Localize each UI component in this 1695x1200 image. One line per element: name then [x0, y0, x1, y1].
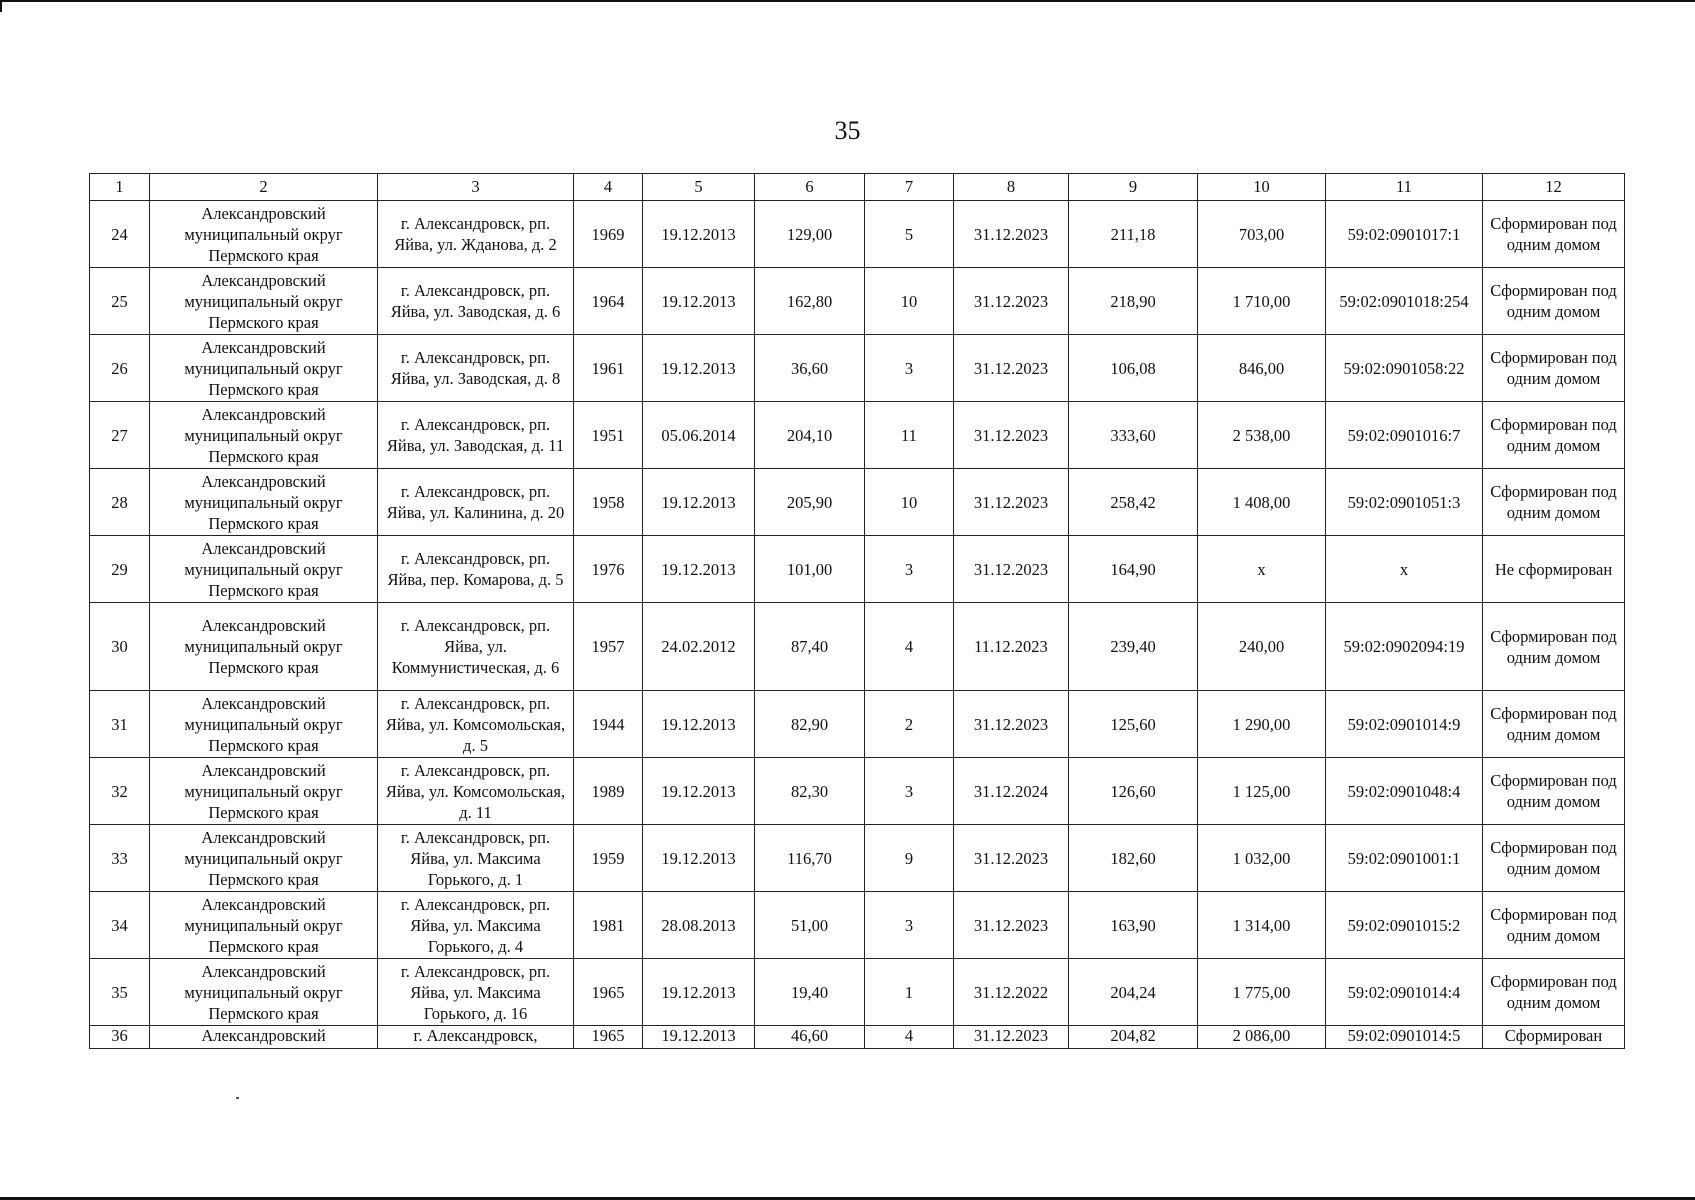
count-cell: 3 [865, 758, 954, 825]
header-cell: 6 [755, 174, 865, 201]
header-cell: 8 [954, 174, 1069, 201]
area-total-cell: 333,60 [1069, 402, 1198, 469]
address-cell: г. Александровск, рп. Яйва, ул. Максима Горького, д. 16 [378, 959, 574, 1026]
year-built-cell: 1951 [574, 402, 643, 469]
area-cell: 51,00 [755, 892, 865, 959]
year-built-cell: 1969 [574, 201, 643, 268]
date-cell: 19.12.2013 [643, 201, 755, 268]
date-cell: 19.12.2013 [643, 268, 755, 335]
row-number-cell: 32 [90, 758, 150, 825]
row-number-cell: 25 [90, 268, 150, 335]
land-status-cell: Сформирован под одним домом [1483, 959, 1625, 1026]
land-area-cell: х [1198, 536, 1326, 603]
land-status-cell: Сформирован под одним домом [1483, 335, 1625, 402]
address-cell: г. Александровск, рп. Яйва, ул. Заводская, д. 11 [378, 402, 574, 469]
cadastral-number-cell: 59:02:0901051:3 [1326, 469, 1483, 536]
area-total-cell: 106,08 [1069, 335, 1198, 402]
row-number-cell: 26 [90, 335, 150, 402]
year-built-cell: 1989 [574, 758, 643, 825]
row-number-cell: 34 [90, 892, 150, 959]
year-built-cell: 1964 [574, 268, 643, 335]
table-row [90, 469, 1625, 536]
deadline-cell: 31.12.2023 [954, 691, 1069, 758]
header-cell: 11 [1326, 174, 1483, 201]
land-area-cell: 1 125,00 [1198, 758, 1326, 825]
municipality-cell: Александровский муниципальный округ Пермского края [150, 201, 378, 268]
cadastral-number-cell: 59:02:0901001:1 [1326, 825, 1483, 892]
land-area-cell: 2 086,00 [1198, 1026, 1326, 1049]
land-area-cell: 1 314,00 [1198, 892, 1326, 959]
address-cell: г. Александровск, рп. Яйва, ул. Комсомольская, д. 5 [378, 691, 574, 758]
area-cell: 87,40 [755, 603, 865, 691]
year-built-cell: 1976 [574, 536, 643, 603]
area-total-cell: 164,90 [1069, 536, 1198, 603]
address-cell: г. Александровск, [378, 1026, 574, 1049]
year-built-cell: 1944 [574, 691, 643, 758]
table-row [90, 1026, 1625, 1049]
deadline-cell: 11.12.2023 [954, 603, 1069, 691]
municipality-cell: Александровский муниципальный округ Пермского края [150, 892, 378, 959]
table-row [90, 603, 1625, 691]
area-total-cell: 182,60 [1069, 825, 1198, 892]
area-cell: 36,60 [755, 335, 865, 402]
count-cell: 4 [865, 603, 954, 691]
year-built-cell: 1981 [574, 892, 643, 959]
row-number-cell: 24 [90, 201, 150, 268]
land-status-cell: Сформирован [1483, 1026, 1625, 1049]
cadastral-number-cell: 59:02:0901014:9 [1326, 691, 1483, 758]
area-total-cell: 125,60 [1069, 691, 1198, 758]
table-row [90, 335, 1625, 402]
header-cell: 12 [1483, 174, 1625, 201]
area-total-cell: 218,90 [1069, 268, 1198, 335]
year-built-cell: 1965 [574, 959, 643, 1026]
address-cell: г. Александровск, рп. Яйва, ул. Максима Горького, д. 4 [378, 892, 574, 959]
municipality-cell: Александровский муниципальный округ Пермского края [150, 268, 378, 335]
municipality-cell: Александровский муниципальный округ Пермского края [150, 536, 378, 603]
year-built-cell: 1959 [574, 825, 643, 892]
land-status-cell: Сформирован под одним домом [1483, 603, 1625, 691]
land-status-cell: Сформирован под одним домом [1483, 758, 1625, 825]
area-total-cell: 211,18 [1069, 201, 1198, 268]
year-built-cell: 1965 [574, 1026, 643, 1049]
deadline-cell: 31.12.2023 [954, 825, 1069, 892]
area-total-cell: 239,40 [1069, 603, 1198, 691]
count-cell: 10 [865, 268, 954, 335]
cadastral-number-cell: 59:02:0901018:254 [1326, 268, 1483, 335]
date-cell: 19.12.2013 [643, 536, 755, 603]
deadline-cell: 31.12.2023 [954, 201, 1069, 268]
municipality-cell: Александровский муниципальный округ Пермского края [150, 758, 378, 825]
date-cell: 19.12.2013 [643, 825, 755, 892]
deadline-cell: 31.12.2023 [954, 1026, 1069, 1049]
header-cell: 10 [1198, 174, 1326, 201]
row-number-cell: 27 [90, 402, 150, 469]
table-row [90, 268, 1625, 335]
count-cell: 1 [865, 959, 954, 1026]
address-cell: г. Александровск, рп. Яйва, ул. Жданова, д. 2 [378, 201, 574, 268]
address-cell: г. Александровск, рп. Яйва, пер. Комарова, д. 5 [378, 536, 574, 603]
area-cell: 129,00 [755, 201, 865, 268]
address-cell: г. Александровск, рп. Яйва, ул. Комсомольская, д. 11 [378, 758, 574, 825]
land-status-cell: Сформирован под одним домом [1483, 268, 1625, 335]
land-area-cell: 846,00 [1198, 335, 1326, 402]
count-cell: 2 [865, 691, 954, 758]
year-built-cell: 1961 [574, 335, 643, 402]
address-cell: г. Александровск, рп. Яйва, ул. Коммунистическая, д. 6 [378, 603, 574, 691]
municipality-cell: Александровский муниципальный округ Пермского края [150, 469, 378, 536]
area-total-cell: 258,42 [1069, 469, 1198, 536]
deadline-cell: 31.12.2024 [954, 758, 1069, 825]
date-cell: 19.12.2013 [643, 691, 755, 758]
scan-speck [236, 1097, 239, 1099]
municipality-cell: Александровский муниципальный округ Пермского края [150, 402, 378, 469]
deadline-cell: 31.12.2023 [954, 892, 1069, 959]
date-cell: 24.02.2012 [643, 603, 755, 691]
header-cell: 5 [643, 174, 755, 201]
municipality-cell: Александровский [150, 1026, 378, 1049]
row-number-cell: 28 [90, 469, 150, 536]
area-cell: 205,90 [755, 469, 865, 536]
land-area-cell: 2 538,00 [1198, 402, 1326, 469]
page-number: 35 [834, 116, 861, 145]
page-border-left [0, 0, 2, 12]
date-cell: 19.12.2013 [643, 469, 755, 536]
land-status-cell: Сформирован под одним домом [1483, 892, 1625, 959]
cadastral-number-cell: 59:02:0901014:5 [1326, 1026, 1483, 1049]
row-number-cell: 35 [90, 959, 150, 1026]
municipality-cell: Александровский муниципальный округ Пермского края [150, 691, 378, 758]
address-cell: г. Александровск, рп. Яйва, ул. Максима Горького, д. 1 [378, 825, 574, 892]
address-cell: г. Александровск, рп. Яйва, ул. Калинина, д. 20 [378, 469, 574, 536]
land-area-cell: 240,00 [1198, 603, 1326, 691]
date-cell: 05.06.2014 [643, 402, 755, 469]
area-cell: 162,80 [755, 268, 865, 335]
municipality-cell: Александровский муниципальный округ Пермского края [150, 825, 378, 892]
header-cell: 7 [865, 174, 954, 201]
deadline-cell: 31.12.2023 [954, 402, 1069, 469]
land-area-cell: 1 408,00 [1198, 469, 1326, 536]
cadastral-number-cell: 59:02:0901014:4 [1326, 959, 1483, 1026]
header-cell: 9 [1069, 174, 1198, 201]
header-cell: 1 [90, 174, 150, 201]
page-border-top [0, 0, 1695, 2]
area-cell: 116,70 [755, 825, 865, 892]
land-status-cell: Не сформирован [1483, 536, 1625, 603]
land-area-cell: 1 775,00 [1198, 959, 1326, 1026]
year-built-cell: 1957 [574, 603, 643, 691]
deadline-cell: 31.12.2022 [954, 959, 1069, 1026]
table-row [90, 536, 1625, 603]
area-cell: 101,00 [755, 536, 865, 603]
land-status-cell: Сформирован под одним домом [1483, 825, 1625, 892]
deadline-cell: 31.12.2023 [954, 268, 1069, 335]
date-cell: 19.12.2013 [643, 335, 755, 402]
count-cell: 10 [865, 469, 954, 536]
row-number-cell: 29 [90, 536, 150, 603]
land-status-cell: Сформирован под одним домом [1483, 691, 1625, 758]
cadastral-number-cell: 59:02:0901058:22 [1326, 335, 1483, 402]
land-area-cell: 1 032,00 [1198, 825, 1326, 892]
table-row [90, 959, 1625, 1026]
municipality-cell: Александровский муниципальный округ Пермского края [150, 603, 378, 691]
land-area-cell: 1 290,00 [1198, 691, 1326, 758]
table-header-row [90, 174, 1625, 201]
municipality-cell: Александровский муниципальный округ Пермского края [150, 335, 378, 402]
cadastral-number-cell: х [1326, 536, 1483, 603]
count-cell: 9 [865, 825, 954, 892]
table-row [90, 892, 1625, 959]
cadastral-number-cell: 59:02:0902094:19 [1326, 603, 1483, 691]
address-cell: г. Александровск, рп. Яйва, ул. Заводская, д. 6 [378, 268, 574, 335]
count-cell: 5 [865, 201, 954, 268]
row-number-cell: 31 [90, 691, 150, 758]
table-row [90, 402, 1625, 469]
table-row [90, 201, 1625, 268]
count-cell: 4 [865, 1026, 954, 1049]
date-cell: 19.12.2013 [643, 1026, 755, 1049]
municipality-cell: Александровский муниципальный округ Пермского края [150, 959, 378, 1026]
row-number-cell: 36 [90, 1026, 150, 1049]
cadastral-number-cell: 59:02:0901017:1 [1326, 201, 1483, 268]
header-cell: 2 [150, 174, 378, 201]
table-row [90, 825, 1625, 892]
deadline-cell: 31.12.2023 [954, 469, 1069, 536]
header-cell: 3 [378, 174, 574, 201]
count-cell: 3 [865, 892, 954, 959]
cadastral-number-cell: 59:02:0901015:2 [1326, 892, 1483, 959]
area-cell: 82,90 [755, 691, 865, 758]
area-total-cell: 204,24 [1069, 959, 1198, 1026]
area-cell: 19,40 [755, 959, 865, 1026]
cadastral-number-cell: 59:02:0901048:4 [1326, 758, 1483, 825]
land-status-cell: Сформирован под одним домом [1483, 201, 1625, 268]
header-cell: 4 [574, 174, 643, 201]
row-number-cell: 33 [90, 825, 150, 892]
date-cell: 19.12.2013 [643, 758, 755, 825]
area-cell: 204,10 [755, 402, 865, 469]
date-cell: 28.08.2013 [643, 892, 755, 959]
count-cell: 3 [865, 536, 954, 603]
address-cell: г. Александровск, рп. Яйва, ул. Заводская, д. 8 [378, 335, 574, 402]
housing-registry-table [89, 173, 1625, 1049]
area-cell: 46,60 [755, 1026, 865, 1049]
land-area-cell: 703,00 [1198, 201, 1326, 268]
area-total-cell: 163,90 [1069, 892, 1198, 959]
area-total-cell: 126,60 [1069, 758, 1198, 825]
date-cell: 19.12.2013 [643, 959, 755, 1026]
area-cell: 82,30 [755, 758, 865, 825]
table-row [90, 758, 1625, 825]
deadline-cell: 31.12.2023 [954, 536, 1069, 603]
year-built-cell: 1958 [574, 469, 643, 536]
land-status-cell: Сформирован под одним домом [1483, 469, 1625, 536]
row-number-cell: 30 [90, 603, 150, 691]
table-row [90, 691, 1625, 758]
land-status-cell: Сформирован под одним домом [1483, 402, 1625, 469]
count-cell: 11 [865, 402, 954, 469]
cadastral-number-cell: 59:02:0901016:7 [1326, 402, 1483, 469]
count-cell: 3 [865, 335, 954, 402]
land-area-cell: 1 710,00 [1198, 268, 1326, 335]
area-total-cell: 204,82 [1069, 1026, 1198, 1049]
deadline-cell: 31.12.2023 [954, 335, 1069, 402]
